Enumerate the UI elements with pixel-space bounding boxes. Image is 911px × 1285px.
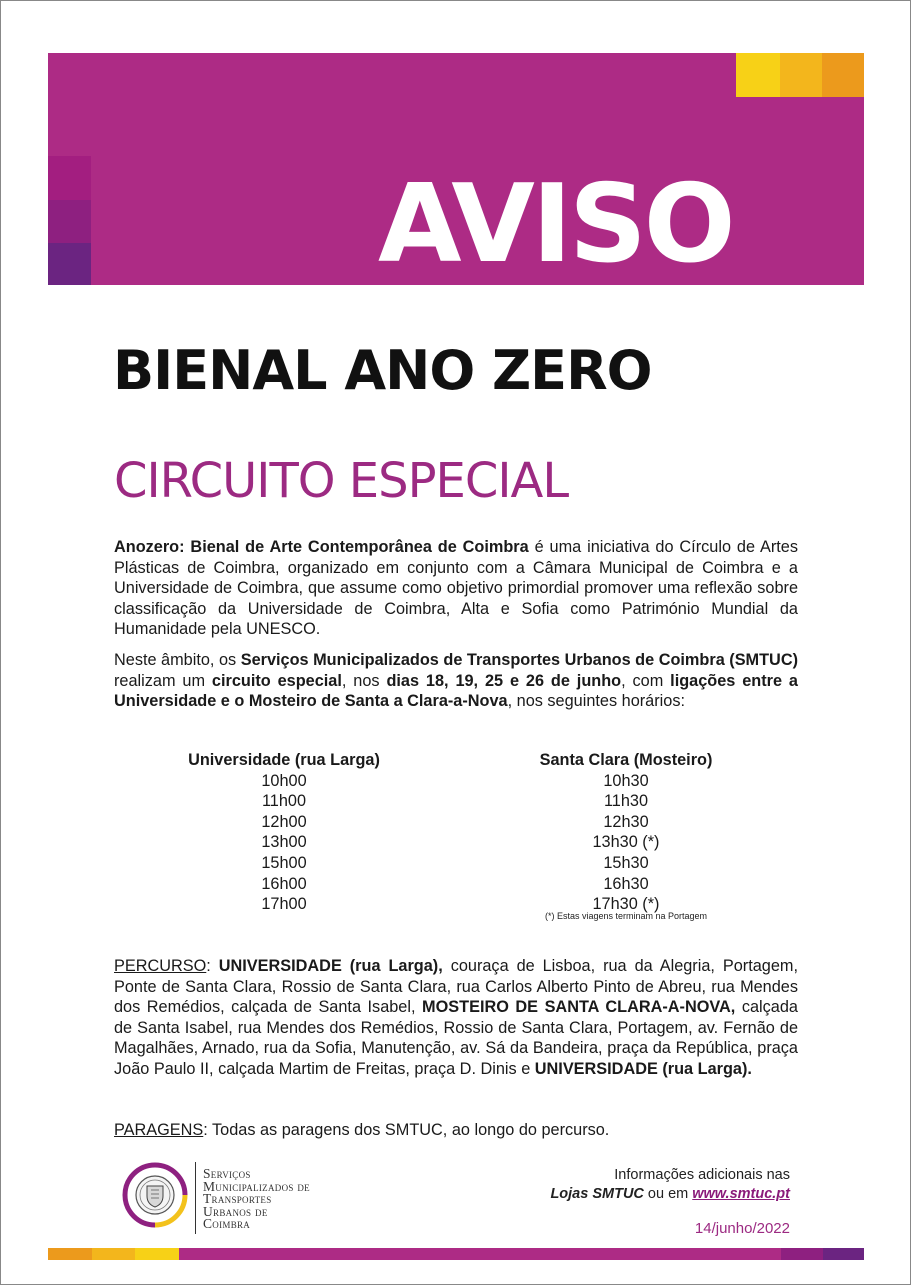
bottom-bar-violet bbox=[823, 1248, 864, 1260]
banner-purple-square bbox=[48, 200, 91, 243]
stops-text: : Todas as paragens dos SMTUC, ao longo do percurso. bbox=[203, 1121, 610, 1139]
intro-paragraph bbox=[114, 537, 798, 640]
org-name-line: Serviços bbox=[203, 1166, 251, 1181]
intro-bold: Anozero: Bienal de Arte Contemporânea de Coimbra bbox=[114, 538, 529, 556]
bottom-bar-gold bbox=[92, 1248, 135, 1260]
time-universidade: 16h00 bbox=[261, 874, 307, 893]
time-santa-clara: 11h30 bbox=[603, 792, 649, 811]
notice-date: 14/junho/2022 bbox=[694, 1220, 790, 1237]
bottom-bar-magenta bbox=[179, 1248, 781, 1260]
org-name-line: Urbanos de bbox=[203, 1203, 268, 1219]
time-universidade: 15h00 bbox=[261, 853, 307, 872]
route-paragraph bbox=[114, 956, 798, 1079]
smtuc-logo-icon bbox=[122, 1162, 188, 1228]
time-universidade: 17h00 bbox=[261, 895, 307, 914]
context-links: ligações entre a Universidade e o Mosteiro de Santa a Clara-a-Nova bbox=[114, 671, 798, 710]
org-name-line: Transportes bbox=[203, 1191, 272, 1206]
time-santa-clara: 16h30 bbox=[603, 874, 649, 893]
time-universidade: 13h00 bbox=[261, 833, 307, 852]
context-smtuc: Serviços Municipalizados de Transportes Urbanos de Coimbra (SMTUC) bbox=[240, 651, 798, 669]
time-santa-clara: 13h30 (*) bbox=[592, 833, 660, 852]
context-text-1: Neste âmbito, os bbox=[114, 651, 241, 669]
schedule-note: (*) Estas viagens terminam na Portagem bbox=[544, 911, 708, 921]
bottom-bar-orange bbox=[48, 1248, 92, 1260]
stops-label: PARAGENS bbox=[114, 1121, 204, 1139]
time-universidade: 12h00 bbox=[261, 812, 307, 831]
org-name-line: Coimbra bbox=[203, 1216, 251, 1231]
time-universidade: 11h00 bbox=[261, 792, 307, 811]
banner-yellow-square bbox=[736, 53, 780, 97]
info-line-1: Informações adicionais nas bbox=[614, 1167, 790, 1183]
stops-paragraph bbox=[114, 1120, 798, 1141]
intro-text: é uma iniciativa do Círculo de Artes Plásticas de Coimbra, organizado em conjunto com a Câmara Municipal de Coimbra e a Universidade de Coimbra, que assume como objetivo primordial promover uma reflexão sobre classificação da Universidade de Coimbra, Alta e Sofia como Património Mundial da Humanidade pela UNESCO. bbox=[114, 538, 798, 638]
bottom-bar-purple bbox=[781, 1248, 823, 1260]
route-start: UNIVERSIDADE (rua Larga), bbox=[218, 957, 443, 975]
aviso-banner bbox=[48, 53, 864, 285]
time-santa-clara: 15h30 bbox=[603, 853, 649, 872]
context-days: dias 18, 19, 25 e 26 de junho bbox=[386, 671, 622, 690]
info-block bbox=[550, 1166, 790, 1204]
schedule-header-universidade: Universidade (rua Larga) bbox=[188, 751, 380, 769]
context-text-2: realizam um bbox=[114, 671, 212, 690]
info-line-2 bbox=[550, 1185, 790, 1204]
schedule-header-santa-clara: Santa Clara (Mosteiro) bbox=[539, 751, 713, 769]
info-lojas: Lojas SMTUC bbox=[550, 1186, 644, 1202]
page-subtitle: CIRCUITO ESPECIAL bbox=[114, 453, 569, 509]
context-text-3: , nos bbox=[341, 671, 387, 690]
banner-magenta-square bbox=[48, 156, 91, 200]
route-end: UNIVERSIDADE (rua Larga). bbox=[534, 1059, 752, 1078]
route-text-2: calçada de Santa Isabel, rua Mendes dos Remédios, Rossio de Santa Clara, Portagem, av. Fernão de Magalhães, Arnado, rua da Sofia, Manutenção, av. Sá da Bandeira, praça da República, praça João Paulo II, calçada Martim de Freitas, praça D. Dinis e bbox=[114, 998, 798, 1078]
bottom-bar-yellow bbox=[135, 1248, 179, 1260]
schedule-universidade bbox=[164, 750, 404, 915]
time-universidade: 10h00 bbox=[261, 771, 307, 790]
org-name bbox=[203, 1168, 310, 1231]
aviso-title: AVISO bbox=[378, 162, 733, 285]
schedule-santa-clara bbox=[506, 750, 746, 915]
route-text-1: couraça de Lisboa, rua da Alegria, Portagem, Ponte de Santa Clara, Rossio de Santa Clara, rua Carlos Alberto Pinto de Abreu, rua Mendes dos Remédios, calçada de Santa Isabel, bbox=[114, 957, 798, 1016]
banner-gold-square bbox=[780, 53, 822, 97]
context-circuit: circuito especial bbox=[211, 671, 342, 690]
time-santa-clara: 17h30 (*) bbox=[592, 895, 660, 914]
time-santa-clara: 12h30 bbox=[603, 812, 649, 831]
time-santa-clara: 10h30 bbox=[603, 771, 649, 790]
page-title: BIENAL ANO ZERO bbox=[113, 339, 652, 402]
info-mid: ou em bbox=[643, 1186, 693, 1202]
route-mosteiro: MOSTEIRO DE SANTA CLARA-A-NOVA, bbox=[422, 998, 736, 1016]
route-colon: : bbox=[206, 957, 211, 975]
logo-divider bbox=[195, 1162, 196, 1234]
context-text-4: , com bbox=[621, 671, 671, 690]
website-link[interactable]: www.smtuc.pt bbox=[692, 1186, 790, 1202]
org-name-line: Municipalizados de bbox=[203, 1178, 310, 1194]
banner-orange-square bbox=[822, 53, 864, 97]
route-label: PERCURSO bbox=[114, 957, 207, 975]
context-paragraph bbox=[114, 650, 798, 712]
banner-violet-square bbox=[48, 243, 91, 285]
context-text-5: , nos seguintes horários: bbox=[507, 692, 685, 710]
